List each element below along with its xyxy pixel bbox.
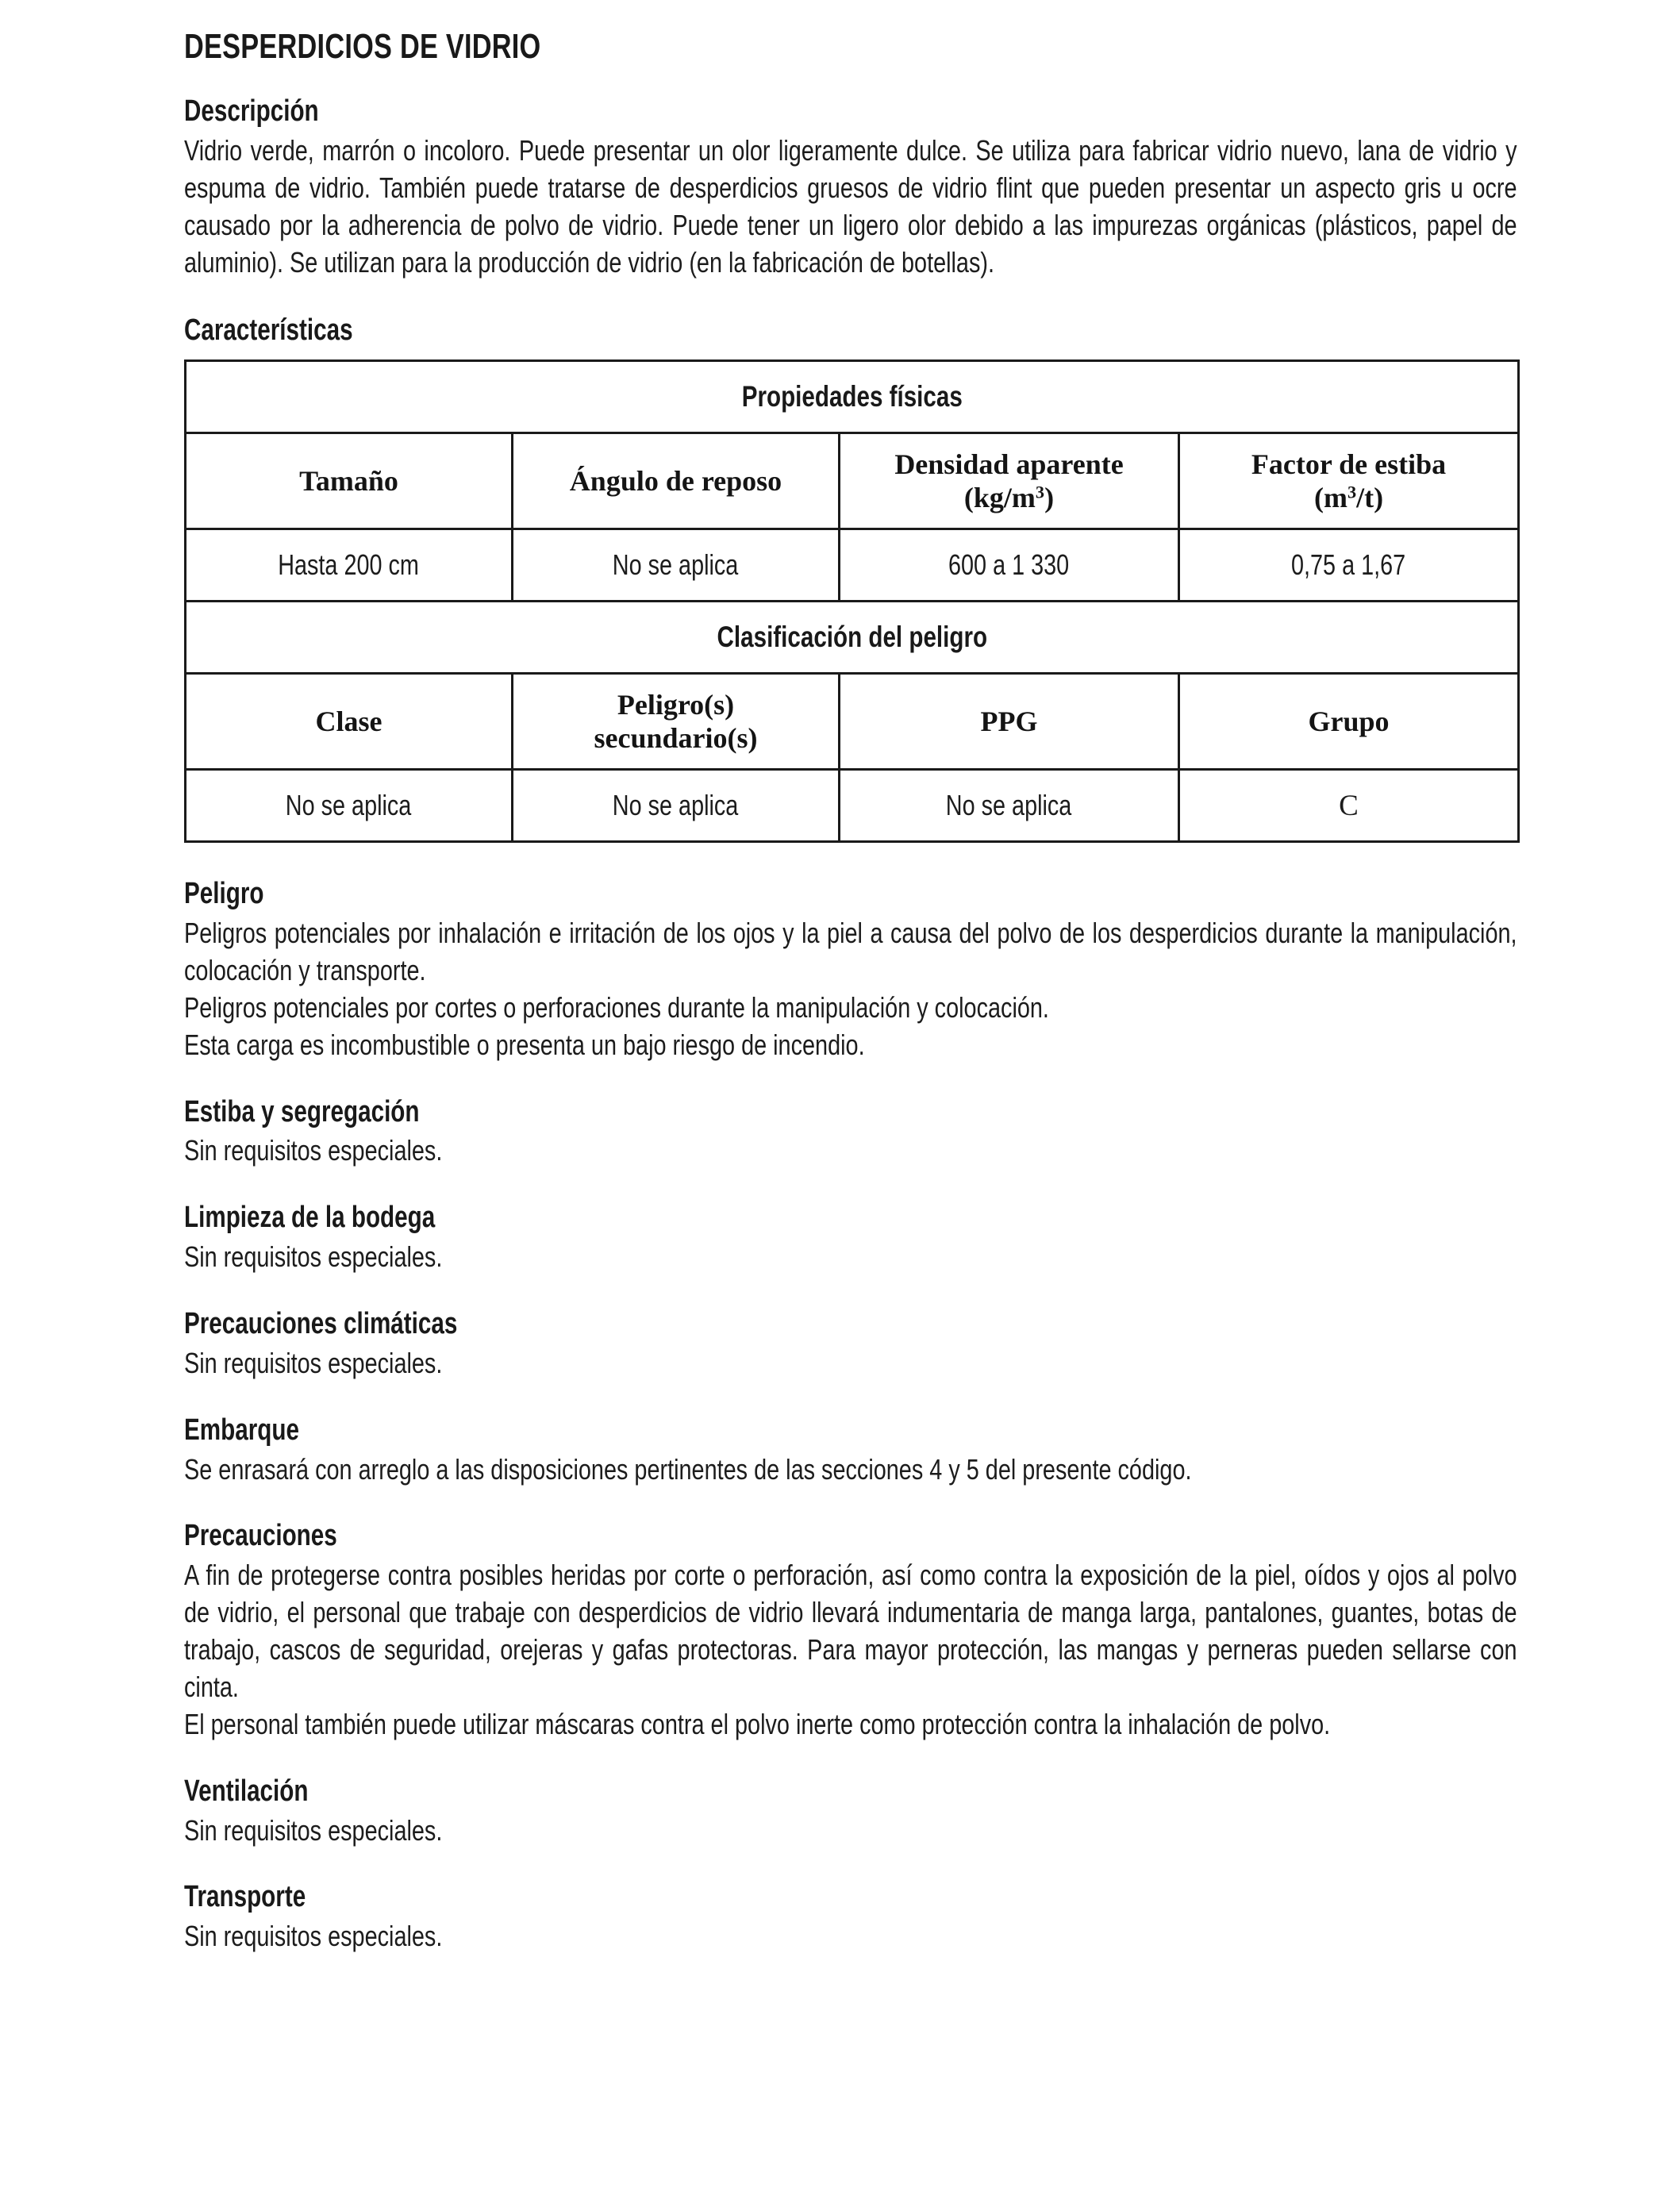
table-header-factor-unit-post: /t) bbox=[1356, 482, 1384, 514]
section-body-transporte: Sin requisitos especiales. bbox=[184, 1920, 443, 1953]
section-body-ventilacion-block bbox=[184, 1813, 1517, 1850]
table-header-factor-line1: Factor de estiba bbox=[1251, 448, 1447, 480]
section-body-precauciones-climaticas-block bbox=[184, 1345, 1517, 1382]
table-header-angulo-reposo bbox=[513, 433, 840, 529]
section-body-limpieza-bodega: Sin requisitos especiales. bbox=[184, 1240, 443, 1274]
section-body-precauciones-1: A fin de protegerse contra posibles heridas por corte o perforación, así como contra la exposición de la piel, oídos y ojos al polvo de vidrio, el personal que trabaje con desperdicios de vidrio llevará indumentaria de manga larga, pantalones, guantes, botas de trabajo, cascos de seguridad, orejeras y gafas protectoras. Para mayor protección, las mangas y perneras pueden sellarse con cinta. bbox=[184, 1559, 1517, 1703]
table-cell-angulo-value bbox=[513, 529, 840, 602]
table-header-peligro-secundario-line1: Peligro(s) bbox=[617, 688, 735, 721]
table-header-grupo-label: Grupo bbox=[1308, 705, 1390, 737]
table-cell-grupo-text: C bbox=[1339, 789, 1359, 822]
table-cell-ppg-text: No se aplica bbox=[946, 789, 1072, 822]
table-header-densidad-line1: Densidad aparente bbox=[894, 448, 1124, 480]
table-cell-factor-text: 0,75 a 1,67 bbox=[1291, 548, 1406, 582]
section-body-precauciones-2: El personal también puede utilizar máscaras contra el polvo inerte como protección contra la inhalación de polvo. bbox=[184, 1707, 1331, 1740]
section-heading-precauciones: Precauciones bbox=[184, 1519, 337, 1553]
table-header-clase bbox=[186, 674, 513, 770]
table-header-densidad-aparente bbox=[840, 433, 1179, 529]
characteristics-table bbox=[184, 359, 1520, 843]
table-band-physical-properties bbox=[186, 361, 1519, 433]
section-body-precauciones-climaticas: Sin requisitos especiales. bbox=[184, 1346, 443, 1379]
section-body-peligro-3: Esta carga es incombustible o presenta un bajo riesgo de incendio. bbox=[184, 1028, 865, 1061]
table-cell-clase-value bbox=[186, 770, 513, 842]
section-body-embarque: Se enrasará con arreglo a las disposiciones pertinentes de las secciones 4 y 5 del presente código. bbox=[184, 1452, 1192, 1486]
table-header-factor-estiba bbox=[1179, 433, 1519, 529]
table-header-tamano bbox=[186, 433, 513, 529]
section-body-descripcion: Vidrio verde, marrón o incoloro. Puede presentar un olor ligeramente dulce. Se utiliza para fabricar vidrio nuevo, lana de vidrio y espuma de vidrio. También puede tratarse de desperdicios gruesos de vidrio flint que pueden presentar un aspecto gris u ocre causado por la adherencia de polvo de vidrio. Puede tener un ligero olor debido a las impurezas orgánicas (plásticos, papel de aluminio). Se utilizan para la producción de vidrio (en la fabricación de botellas). bbox=[184, 133, 1517, 279]
table-header-factor-unit-sup: 3 bbox=[1347, 482, 1357, 502]
section-body-peligro-block bbox=[184, 915, 1517, 1064]
table-cell-tamano-text: Hasta 200 cm bbox=[278, 548, 420, 582]
table-cell-secundario-text: No se aplica bbox=[613, 789, 739, 822]
section-body-embarque-block bbox=[184, 1451, 1517, 1489]
table-header-densidad-unit-post: ) bbox=[1044, 482, 1055, 514]
table-header-tamano-label: Tamaño bbox=[299, 464, 398, 497]
section-body-precauciones-block bbox=[184, 1557, 1517, 1743]
section-heading-limpieza-bodega: Limpieza de la bodega bbox=[184, 1201, 436, 1235]
table-band-hazard-label: Clasificación del peligro bbox=[717, 621, 987, 654]
table-cell-angulo-text: No se aplica bbox=[613, 548, 739, 582]
table-header-ppg bbox=[840, 674, 1179, 770]
table-header-densidad-unit-sup: 3 bbox=[1035, 482, 1045, 502]
table-header-peligro-secundario bbox=[513, 674, 840, 770]
table-row-values-hazard bbox=[186, 770, 1519, 842]
table-cell-densidad-value bbox=[840, 529, 1179, 602]
section-body-estiba-segregacion: Sin requisitos especiales. bbox=[184, 1134, 443, 1167]
section-heading-ventilacion: Ventilación bbox=[184, 1774, 309, 1808]
section-body-peligro-1: Peligros potenciales por inhalación e irritación de los ojos y la piel a causa del polvo de los desperdicios durante la manipulación, colocación y transporte. bbox=[184, 917, 1517, 986]
table-band-hazard-classification bbox=[186, 602, 1519, 674]
table-row-band-physical bbox=[186, 361, 1519, 433]
table-header-ppg-label: PPG bbox=[980, 705, 1038, 737]
table-row-values-physical bbox=[186, 529, 1519, 602]
table-row-headers-hazard bbox=[186, 674, 1519, 770]
table-header-factor-unit-pre: (m bbox=[1313, 482, 1347, 514]
table-cell-densidad-text: 600 a 1 330 bbox=[948, 548, 1070, 582]
table-cell-factor-value bbox=[1179, 529, 1519, 602]
page-content bbox=[184, 27, 1517, 1955]
section-body-limpieza-bodega-block bbox=[184, 1239, 1517, 1276]
section-heading-estiba-segregacion: Estiba y segregación bbox=[184, 1094, 420, 1128]
table-cell-clase-text: No se aplica bbox=[286, 789, 412, 822]
table-header-grupo bbox=[1179, 674, 1519, 770]
table-cell-ppg-value bbox=[840, 770, 1179, 842]
section-heading-transporte: Transporte bbox=[184, 1880, 306, 1914]
section-body-estiba-segregacion-block bbox=[184, 1132, 1517, 1170]
section-heading-precauciones-climaticas: Precauciones climáticas bbox=[184, 1307, 458, 1341]
page-title: DESPERDICIOS DE VIDRIO bbox=[184, 27, 541, 66]
table-cell-secundario-value bbox=[513, 770, 840, 842]
section-body-ventilacion: Sin requisitos especiales. bbox=[184, 1813, 443, 1847]
table-header-densidad-unit-pre: (kg/m bbox=[963, 482, 1036, 514]
table-band-physical-label: Propiedades físicas bbox=[741, 380, 963, 413]
section-body-peligro-2: Peligros potenciales por cortes o perforaciones durante la manipulación y colocación. bbox=[184, 990, 1049, 1024]
table-cell-grupo-value bbox=[1179, 770, 1519, 842]
table-header-peligro-secundario-line2: secundario(s) bbox=[594, 722, 758, 755]
section-heading-embarque: Embarque bbox=[184, 1413, 299, 1447]
section-body-transporte-block bbox=[184, 1918, 1517, 1955]
section-heading-peligro: Peligro bbox=[184, 877, 264, 911]
table-cell-tamano-value bbox=[186, 529, 513, 602]
section-heading-caracteristicas: Características bbox=[184, 313, 353, 348]
section-body-descripcion-block bbox=[184, 133, 1517, 282]
table-row-band-hazard bbox=[186, 602, 1519, 674]
table-row-headers-physical bbox=[186, 433, 1519, 529]
table-header-angulo-reposo-label: Ángulo de reposo bbox=[569, 464, 782, 497]
characteristics-table-wrapper bbox=[184, 359, 1517, 843]
section-heading-descripcion: Descripción bbox=[184, 94, 319, 128]
table-header-clase-label: Clase bbox=[315, 705, 383, 737]
